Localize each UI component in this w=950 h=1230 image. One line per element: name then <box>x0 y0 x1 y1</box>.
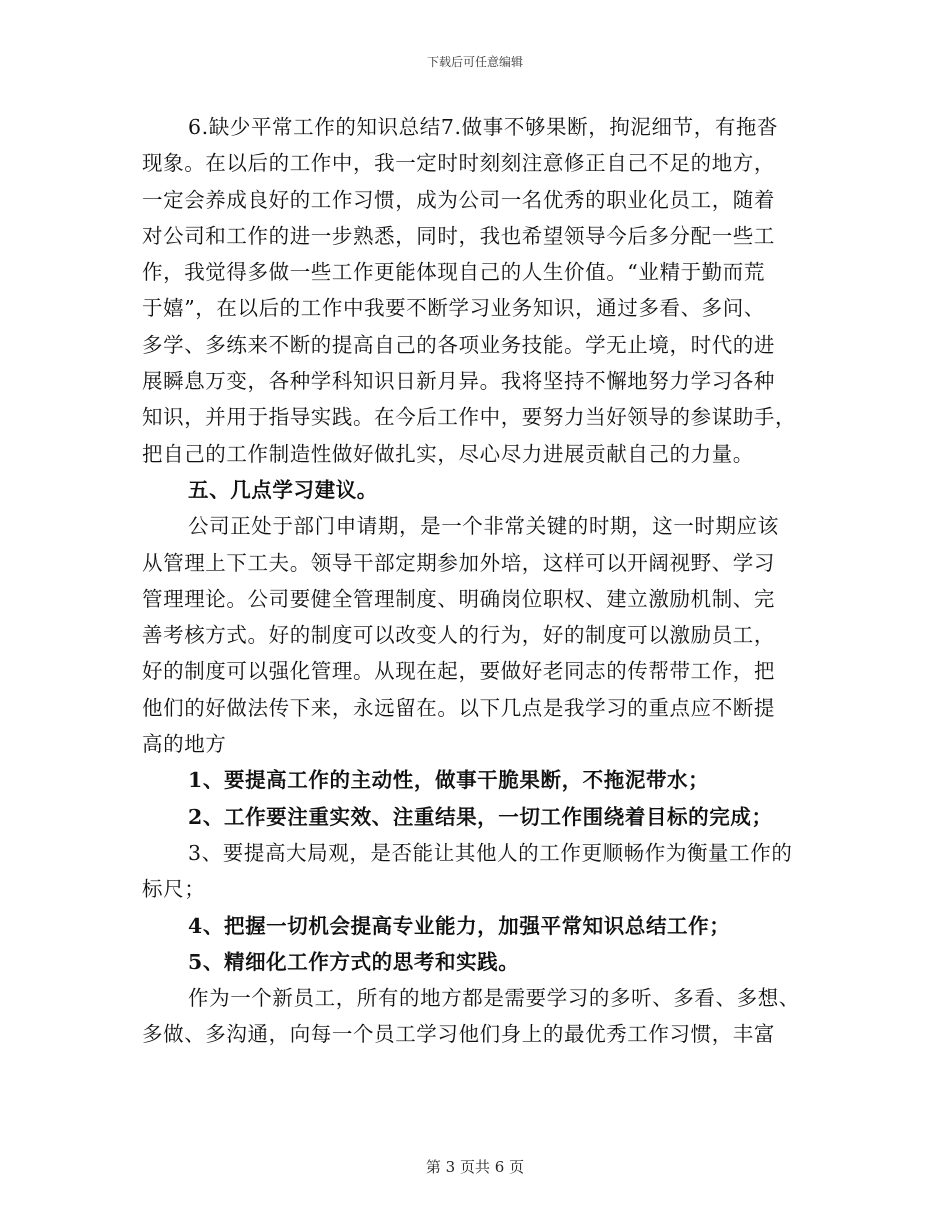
text-line: 一定会养成良好的工作习惯，成为公司一名优秀的职业化员工，随着 <box>142 187 775 212</box>
text-line: 对公司和工作的进一步熟悉，同时，我也希望领导今后多分配一些工 <box>142 223 775 248</box>
bold-text-line: 4、把握一切机会提高专业能力，加强平常知识总结工作； <box>188 913 731 938</box>
text-line: 好的制度可以强化管理。从现在起，要做好老同志的传帮带工作，把 <box>142 659 775 684</box>
text-line: 作，我觉得多做一些工作更能体现自己的人生价值。“业精于勤而荒 <box>142 260 765 285</box>
text-line: 高的地方 <box>142 732 227 757</box>
bold-text-line: 5、精细化工作方式的思考和实践。 <box>188 949 520 974</box>
text-line: 6.缺少平常工作的知识总结7.做事不够果断，拘泥细节，有拖沓 <box>188 115 779 139</box>
text-line: 从管理上下工夫。领导干部定期参加外培，这样可以开阔视野、学习 <box>142 550 775 575</box>
text-line: 现象。在以后的工作中，我一定时时刻刻注意修正自己不足的地方， <box>142 151 775 176</box>
text-line: 于嬉”，在以后的工作中我要不断学习业务知识，通过多看、多问、 <box>142 296 765 321</box>
bold-text-line: 五、几点学习建议。 <box>188 477 378 502</box>
bold-text-line: 2、工作要注重实效、注重结果，一切工作围绕着目标的完成； <box>188 804 773 829</box>
text-line: 知识，并用于指导实践。在今后工作中，要努力当好领导的参谋助手， <box>142 405 797 430</box>
page-footer: 第 3 页共 6 页 <box>425 1158 525 1176</box>
text-line: 标尺； <box>142 877 206 902</box>
text-line: 作为一个新员工，所有的地方都是需要学习的多听、多看、多想、 <box>188 986 800 1011</box>
document-body <box>142 109 810 1053</box>
text-line: 展瞬息万变，各种学科知识日新月异。我将坚持不懈地努力学习各种 <box>142 369 775 394</box>
page-header: 下载后可任意编辑 <box>426 55 523 69</box>
text-line: 他们的好做法传下来，永远留在。以下几点是我学习的重点应不断提 <box>142 695 775 720</box>
text-line: 多学、多练来不断的提高自己的各项业务技能。学无止境，时代的进 <box>142 332 775 357</box>
text-line: 多做、多沟通，向每一个员工学习他们身上的最优秀工作习惯，丰富 <box>142 1022 775 1047</box>
text-line: 善考核方式。好的制度可以改变人的行为，好的制度可以激励员工， <box>142 623 775 648</box>
bold-text-line: 1、要提高工作的主动性，做事干脆果断，不拖泥带水； <box>188 768 710 793</box>
text-line: 公司正处于部门申请期，是一个非常关键的时期，这一时期应该 <box>188 514 779 539</box>
text-line: 管理理论。公司要健全管理制度、明确岗位职权、建立激励机制、完 <box>142 586 775 611</box>
text-line: 3、要提高大局观，是否能让其他人的工作更顺畅作为衡量工作的 <box>188 840 793 865</box>
text-line: 把自己的工作制造性做好做扎实，尽心尽力进展贡献自己的力量。 <box>142 441 754 466</box>
